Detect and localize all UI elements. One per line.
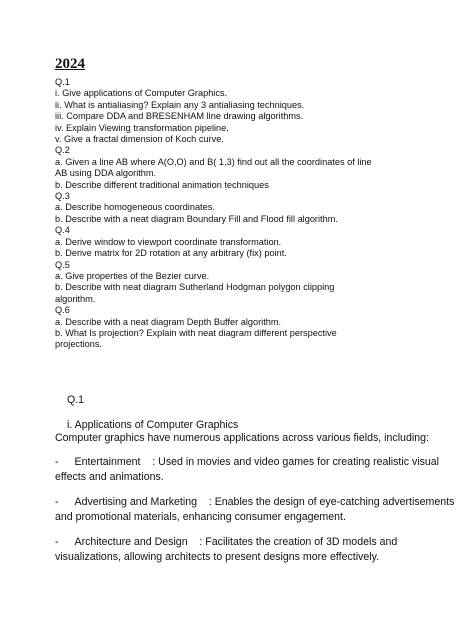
question-line: a. Describe with a neat diagram Depth Buffer algorithm. bbox=[55, 316, 282, 327]
bullet-dash: - bbox=[55, 496, 59, 508]
question-line: Q.4 bbox=[55, 225, 70, 236]
question-line: projections. bbox=[55, 339, 102, 350]
answer-subheading: i. Applications of Computer Graphics bbox=[67, 419, 239, 431]
question-line: a. Derive window to viewport coordinate transformation. bbox=[55, 236, 282, 247]
answer-heading: Q.1 bbox=[67, 394, 85, 406]
question-line: Q.1 bbox=[55, 77, 70, 87]
list-item bbox=[55, 455, 455, 485]
question-line: a. Give properties of the Bezier curve. bbox=[55, 270, 210, 281]
item-separator: : bbox=[208, 496, 212, 508]
question-line: AB using DDA algorithm. bbox=[55, 168, 157, 179]
question-line: b. What Is projection? Explain with neat diagram different perspective bbox=[55, 327, 337, 338]
question-line: algorithm. bbox=[55, 293, 96, 304]
item-separator: : bbox=[199, 536, 203, 548]
item-text: Used in movies and video games for creating realistic visual effects and animations. bbox=[55, 456, 440, 483]
bullet-dash: - bbox=[55, 456, 59, 468]
question-list bbox=[55, 77, 435, 351]
question-line: Q.5 bbox=[55, 259, 70, 270]
item-text: Enables the design of eye-catching advertisements and promotional materials, enhancing consumer engagement. bbox=[55, 496, 455, 523]
question-line: b. Derive matrix for 2D rotation at any arbitrary (fix) point. bbox=[55, 248, 287, 259]
question-line: v. Give a fractal dimension of Koch curve. bbox=[55, 134, 224, 145]
list-item bbox=[55, 495, 455, 525]
question-line: iii. Compare DDA and BRESENHAM line drawing algorithms. bbox=[55, 111, 304, 122]
question-line: Q.2 bbox=[55, 145, 70, 156]
item-separator: : bbox=[152, 456, 156, 468]
question-line: b. Describe different traditional animation techniques bbox=[55, 179, 269, 190]
question-line: a. Given a line AB where A(O,O) and B( 1,3) find out all the coordinates of line bbox=[55, 156, 372, 167]
question-line: ii. What is antialiasing? Explain any 3 antialiasing techniques. bbox=[55, 99, 305, 110]
question-line: b. Describe with a neat diagram Boundary Fill and Flood fill algorithm. bbox=[55, 213, 338, 224]
question-line: a. Describe homogeneous coordinates. bbox=[55, 202, 215, 213]
bullet-dash: - bbox=[55, 536, 59, 548]
year-heading: 2024 bbox=[55, 56, 85, 72]
question-line: Q.3 bbox=[55, 191, 70, 202]
question-line: iv. Explain Viewing transformation pipeline. bbox=[55, 122, 229, 133]
answer-section bbox=[55, 393, 455, 565]
answer-intro: Computer graphics have numerous applications across various fields, including: bbox=[55, 432, 429, 444]
question-line: Q.6 bbox=[55, 305, 70, 316]
item-title: Architecture and Design bbox=[74, 536, 188, 548]
item-title: Entertainment bbox=[74, 456, 141, 468]
list-item bbox=[55, 535, 455, 565]
question-line: i. Give applications of Computer Graphics. bbox=[55, 88, 228, 99]
item-title: Advertising and Marketing bbox=[74, 496, 198, 508]
item-text: Facilitates the creation of 3D models and visualizations, allowing architects to present designs more effectively. bbox=[55, 536, 398, 563]
question-line: b. Describe with neat diagram Sutherland Hodgman polygon clipping bbox=[55, 282, 335, 293]
